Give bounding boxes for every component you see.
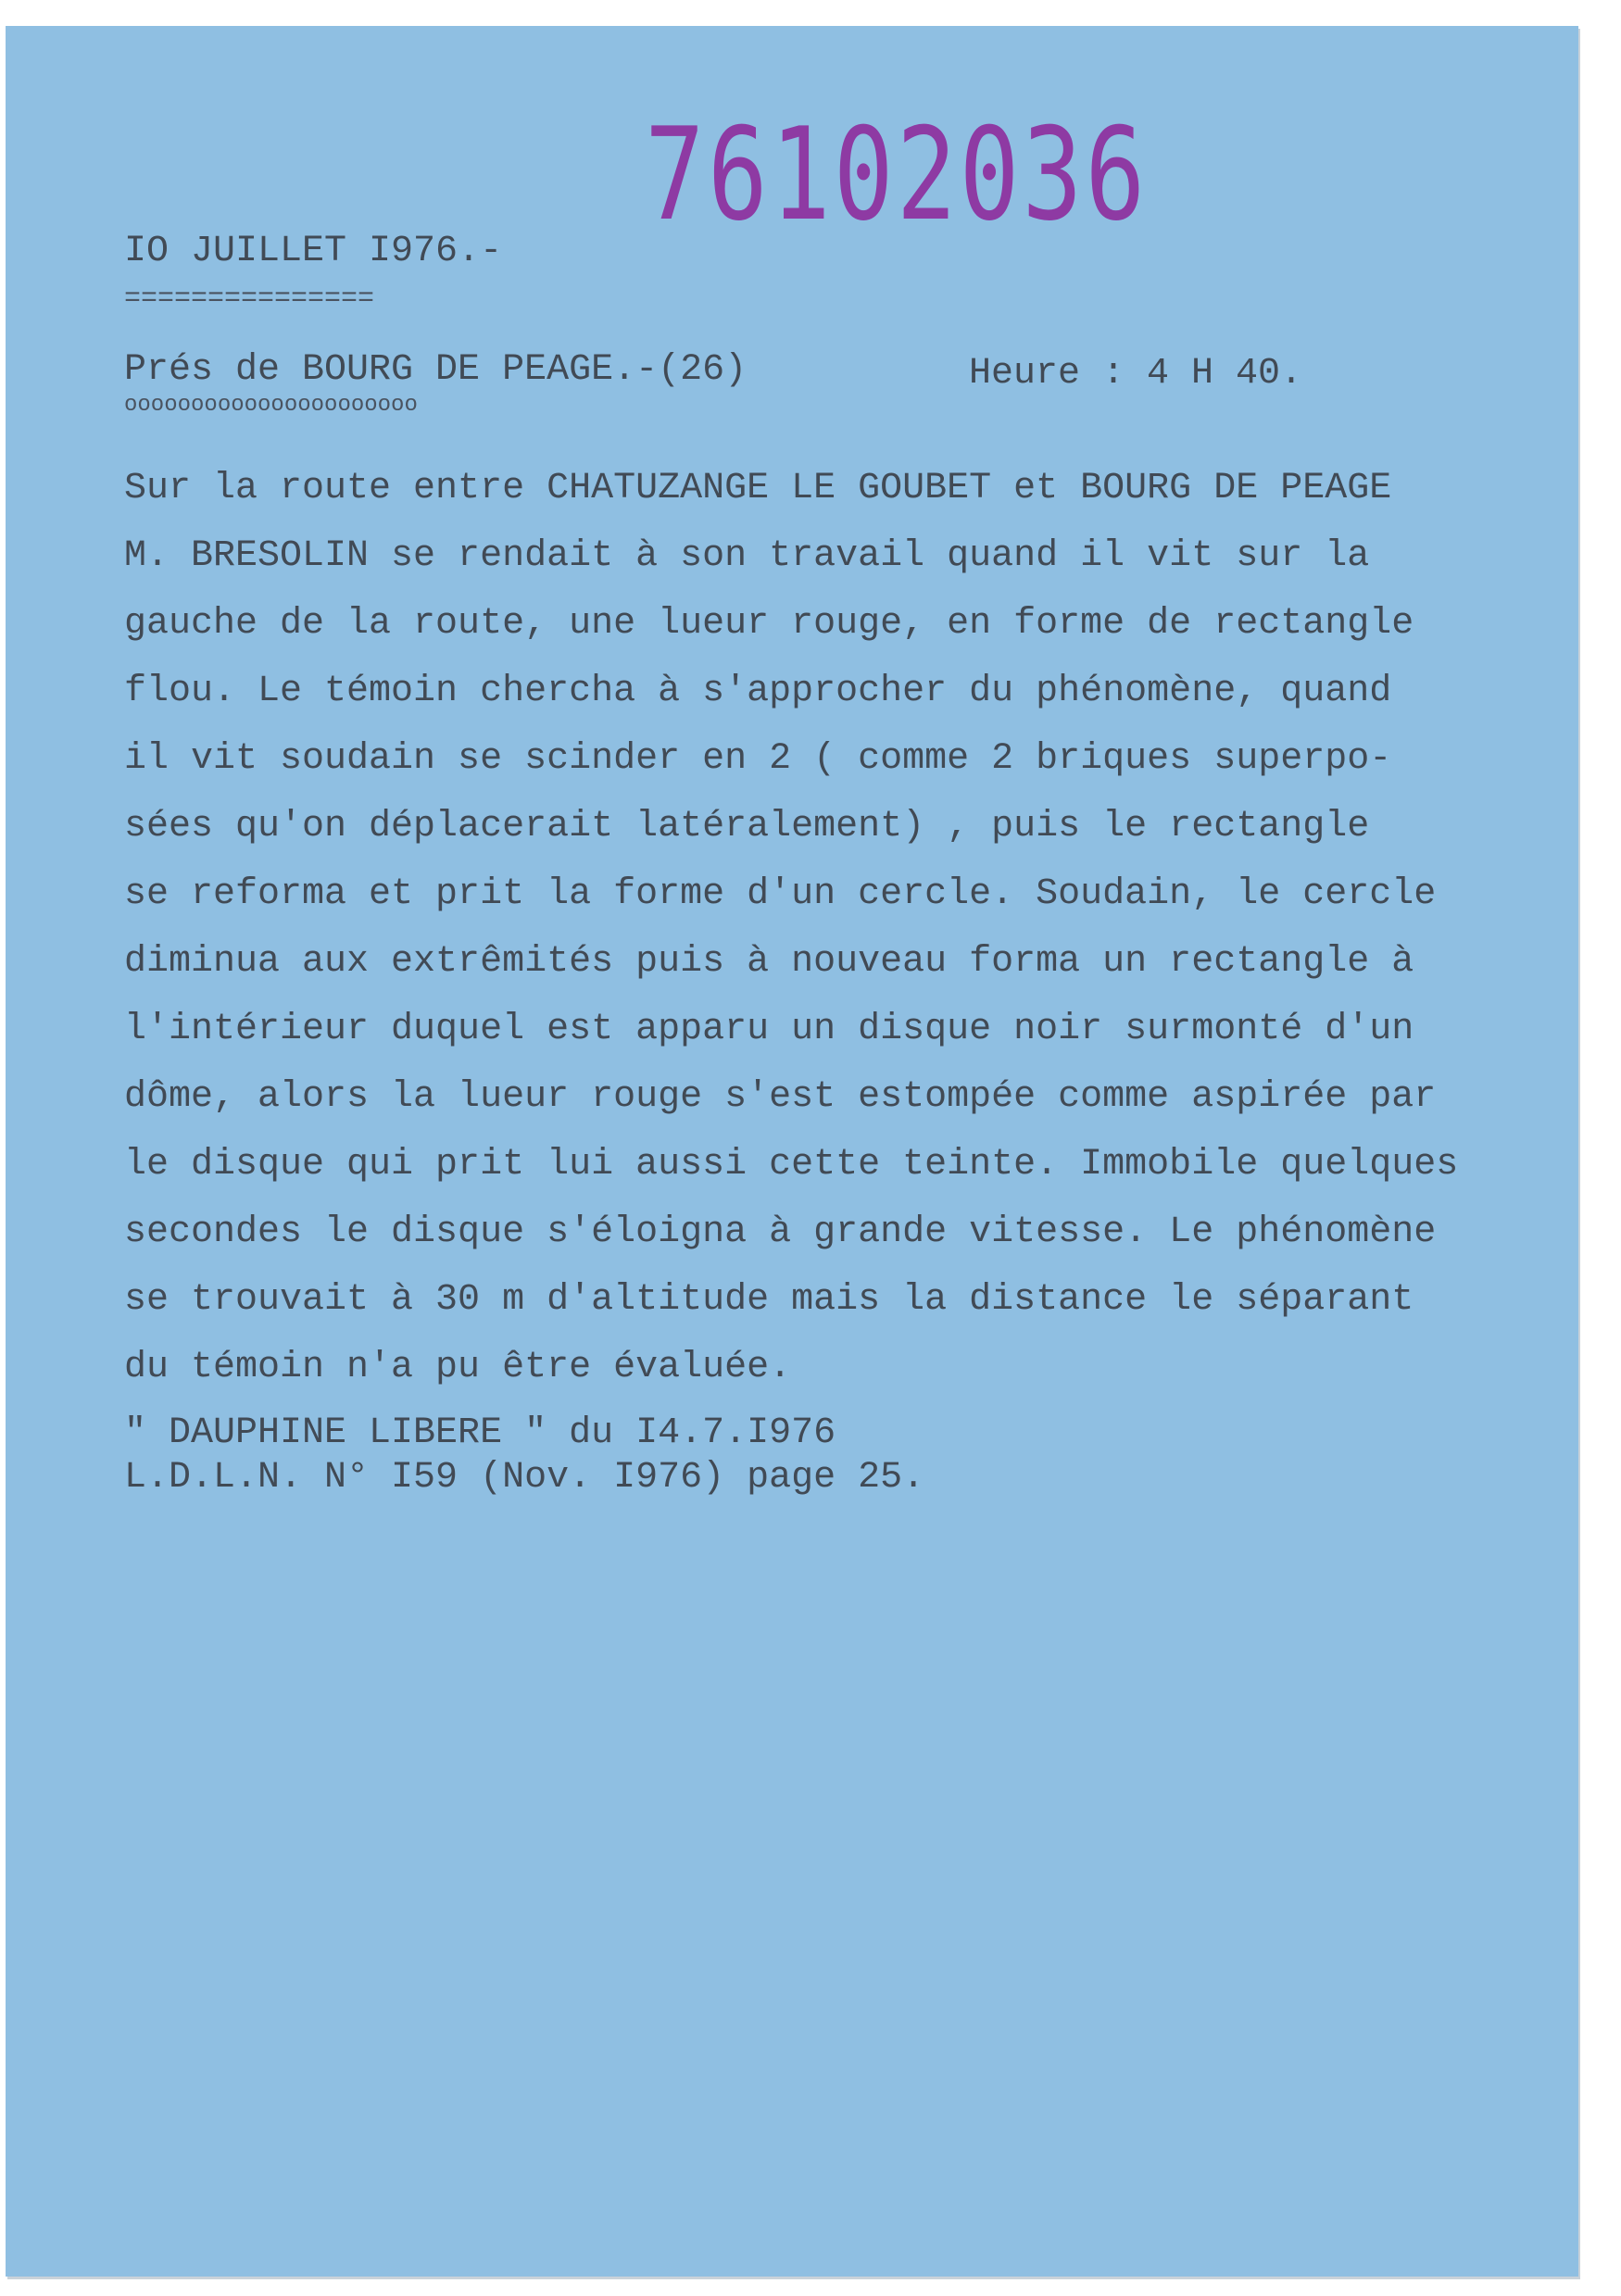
body-line: secondes le disque s'éloigna à grande vitesse. Le phénomène (124, 1211, 1437, 1253)
location-heading: Prés de BOURG DE PEAGE.-(26) (124, 349, 748, 391)
body-line: diminua aux extrêmités puis à nouveau forma un rectangle à (124, 941, 1414, 983)
body-line: flou. Le témoin chercha à s'approcher du phénomène, quand (124, 671, 1392, 712)
body-line: le disque qui prit lui aussi cette teinte. Immobile quelques (124, 1144, 1459, 1186)
report-date: IO JUILLET I976.- (124, 231, 503, 272)
date-underline: =============== (124, 283, 375, 315)
body-line: sées qu'on déplacerait latéralement) , puis le rectangle (124, 806, 1370, 847)
paper-sheet (6, 26, 1578, 2277)
body-line: il vit soudain se scinder en 2 ( comme 2 briques superpo- (124, 738, 1392, 780)
source-newspaper: " DAUPHINE LIBERE " du I4.7.I976 (124, 1412, 836, 1454)
time-of-sighting: Heure : 4 H 40. (969, 353, 1303, 395)
body-line: se reforma et prit la forme d'un cercle. Soudain, le cercle (124, 873, 1437, 915)
archive-number-stamp: 76102036 (645, 100, 1149, 249)
body-line: dôme, alors la lueur rouge s'est estompée comme aspirée par (124, 1076, 1437, 1118)
body-line: du témoin n'a pu être évaluée. (124, 1347, 792, 1388)
body-line: se trouvait à 30 m d'altitude mais la distance le séparant (124, 1279, 1414, 1321)
body-line: Sur la route entre CHATUZANGE LE GOUBET et BOURG DE PEAGE (124, 468, 1392, 509)
body-line: gauche de la route, une lueur rouge, en forme de rectangle (124, 603, 1414, 645)
body-line: M. BRESOLIN se rendait à son travail quand il vit sur la (124, 535, 1370, 577)
location-underline: oooooooooooooooooooooo (124, 393, 418, 418)
body-line: l'intérieur duquel est apparu un disque noir surmonté d'un (124, 1009, 1414, 1050)
source-ldln: L.D.L.N. N° I59 (Nov. I976) page 25. (124, 1457, 925, 1499)
